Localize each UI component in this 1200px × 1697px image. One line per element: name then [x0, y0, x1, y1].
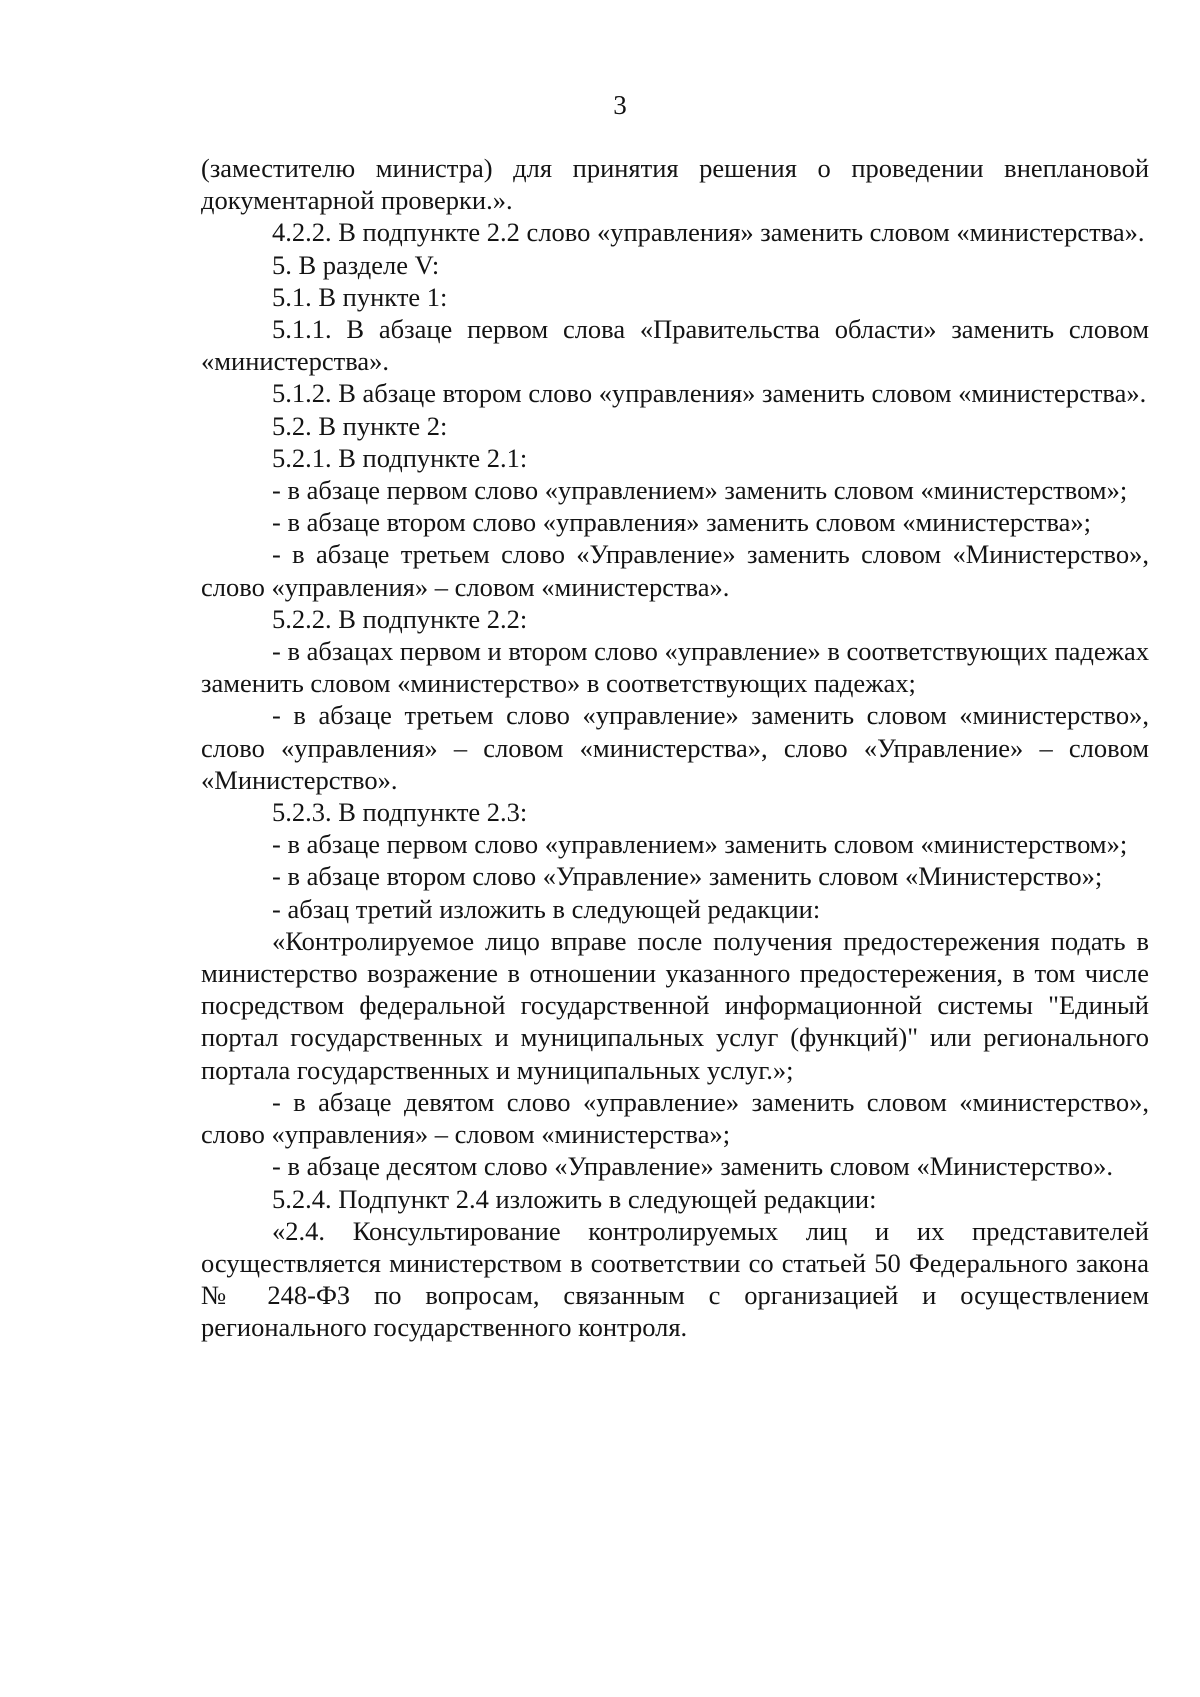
paragraph: 5.2.1. В подпункте 2.1:	[272, 442, 528, 473]
paragraph: 5.2.4. Подпункт 2.4 изложить в следующей редакции:	[272, 1183, 877, 1214]
paragraph: 5.2. В пункте 2:	[272, 410, 448, 441]
paragraph: - в абзаце третьем слово «управление» заменить словом «министерство», слово «управления» – словом «министерства», слово «Управление» – словом «Министерство».	[201, 700, 1149, 795]
paragraph: 5.1. В пункте 1:	[272, 281, 448, 312]
paragraph: - в абзацах первом и втором слово «управление» в соответствующих падежах заменить словом «министерство» в соответствующих падежах;	[201, 636, 1149, 699]
paragraph: - в абзаце втором слово «управления» заменить словом «министерства»;	[272, 507, 1091, 538]
paragraph: 5.1.1. В абзаце первом слова «Правительства области» заменить словом «министерства».	[201, 314, 1149, 377]
paragraph: «Контролируемое лицо вправе после получения предостережения подать в министерство возражение в отношении указанного предостережения, в том числе посредством федеральной государственной информационной системы "Единый портал государственных и муниципальных услуг (функций)" или регионального портала государственных и муниципальных услуг.»;	[201, 925, 1149, 1085]
paragraph: - абзац третий изложить в следующей редакции:	[272, 893, 821, 924]
paragraph: - в абзаце третьем слово «Управление» заменить словом «Министерство», слово «управления» – словом «министерства».	[201, 539, 1149, 602]
paragraph: - в абзаце втором слово «Управление» заменить словом «Министерство»;	[272, 861, 1103, 892]
paragraph: - в абзаце десятом слово «Управление» заменить словом «Министерство».	[272, 1151, 1113, 1182]
paragraph: 5.1.2. В абзаце втором слово «управления» заменить словом «министерства».	[272, 378, 1147, 409]
paragraph: - в абзаце первом слово «управлением» заменить словом «министерством»;	[272, 829, 1128, 860]
page-number: 3	[613, 90, 627, 120]
paragraph: 5. В разделе V:	[272, 249, 440, 280]
document-body	[201, 152, 1149, 1344]
paragraph: - в абзаце девятом слово «управление» заменить словом «министерство», слово «управления» – словом «министерства»;	[201, 1086, 1149, 1150]
paragraph: (заместителю министра) для принятия решения о проведении внеплановой документарной проверки.».	[201, 153, 1149, 216]
paragraph: 4.2.2. В подпункте 2.2 слово «управления» заменить словом «министерства».	[272, 217, 1145, 248]
paragraph: «2.4. Консультирование контролируемых лиц и их представителей осуществляется министерством в соответствии со статьей 50 Федерального закона № 248-ФЗ по вопросам, связанным с организацией и осуществлением регионального государственного контроля.	[201, 1215, 1149, 1343]
paragraph: 5.2.2. В подпункте 2.2:	[272, 603, 528, 634]
paragraph: - в абзаце первом слово «управлением» заменить словом «министерством»;	[272, 475, 1128, 506]
paragraph: 5.2.3. В подпункте 2.3:	[272, 797, 528, 828]
